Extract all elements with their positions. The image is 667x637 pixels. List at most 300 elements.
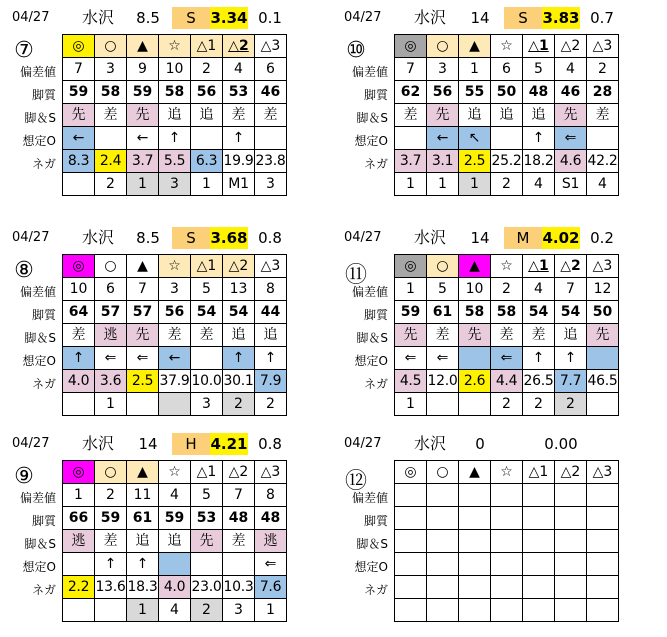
arrow-row bbox=[63, 347, 287, 370]
mark-cell: △2 bbox=[223, 35, 255, 58]
race-date: 04/27 bbox=[12, 230, 50, 245]
race-header bbox=[10, 430, 330, 456]
nega-cell: 3 bbox=[191, 393, 223, 416]
arrow-cell bbox=[191, 553, 223, 576]
horse-number: 7 bbox=[127, 278, 159, 301]
horse-number: 8 bbox=[255, 484, 287, 507]
mark-cell: △1 bbox=[523, 255, 555, 278]
mark-cell: ◎ bbox=[395, 255, 427, 278]
row-labels bbox=[342, 487, 390, 602]
nega-cell: 1 bbox=[127, 599, 159, 622]
arrow-row bbox=[395, 347, 619, 370]
horse-number: 4 bbox=[555, 58, 587, 81]
style-cell: 差 bbox=[427, 324, 459, 347]
nega-cell: 2 bbox=[223, 393, 255, 416]
horse-number: 2 bbox=[587, 58, 619, 81]
race-grade: S bbox=[172, 7, 210, 29]
horse-number bbox=[427, 484, 459, 507]
odds-cell: 3.7 bbox=[395, 150, 427, 173]
label-odds: 想定O bbox=[354, 560, 388, 574]
deviation-cell: 61 bbox=[127, 507, 159, 530]
deviation-cell: 57 bbox=[127, 301, 159, 324]
style-cell: 差 bbox=[587, 104, 619, 127]
arrow-cell: ⇐ bbox=[491, 347, 523, 370]
race-panel-10 bbox=[342, 4, 662, 204]
numbers-row bbox=[395, 278, 619, 301]
arrow-cell: ← bbox=[427, 127, 459, 150]
horse-number: 7 bbox=[63, 58, 95, 81]
arrow-cell bbox=[63, 553, 95, 576]
horse-number: 2 bbox=[191, 58, 223, 81]
race-grid bbox=[62, 460, 287, 622]
deviation-cell: 48 bbox=[255, 507, 287, 530]
label-odds: 想定O bbox=[354, 354, 388, 368]
race-number: ⑦ bbox=[14, 38, 34, 63]
arrow-cell bbox=[223, 553, 255, 576]
arrow-cell bbox=[159, 553, 191, 576]
mark-cell: ☆ bbox=[491, 255, 523, 278]
horse-number: 11 bbox=[127, 484, 159, 507]
odds-cell: 3.6 bbox=[95, 370, 127, 393]
arrow-row bbox=[63, 127, 287, 150]
deviation-cell bbox=[459, 507, 491, 530]
arrow-row bbox=[395, 553, 619, 576]
style-cell: 差 bbox=[63, 324, 95, 347]
race-panel-7 bbox=[10, 4, 330, 204]
label-odds: 想定O bbox=[354, 134, 388, 148]
odds-cell bbox=[395, 576, 427, 599]
horse-number: 10 bbox=[63, 278, 95, 301]
style-cell: 追 bbox=[491, 104, 523, 127]
nega-cell: S1 bbox=[555, 173, 587, 196]
arrow-cell: ↑ bbox=[95, 553, 127, 576]
deviation-cell: 59 bbox=[95, 507, 127, 530]
nega-cell bbox=[395, 599, 427, 622]
nega-cell: 2 bbox=[191, 599, 223, 622]
label-odds: 想定O bbox=[22, 354, 56, 368]
deviation-cell bbox=[427, 507, 459, 530]
numbers-row bbox=[395, 58, 619, 81]
nega-cell bbox=[63, 173, 95, 196]
odds-cell bbox=[555, 576, 587, 599]
label-style: 脚質 bbox=[31, 514, 56, 528]
nega-cell bbox=[555, 599, 587, 622]
odds-row bbox=[395, 576, 619, 599]
mark-cell: ○ bbox=[95, 255, 127, 278]
deviation-cell bbox=[395, 507, 427, 530]
horse-number: 13 bbox=[223, 278, 255, 301]
odds-cell: 23.8 bbox=[255, 150, 287, 173]
odds-row bbox=[395, 150, 619, 173]
mark-cell: △3 bbox=[587, 35, 619, 58]
race-grid bbox=[394, 254, 619, 416]
race-grade: H bbox=[172, 433, 210, 455]
arrow-cell bbox=[523, 553, 555, 576]
deviation-row bbox=[63, 81, 287, 104]
odds-cell: 2.4 bbox=[95, 150, 127, 173]
style-row bbox=[395, 530, 619, 553]
horse-number: 4 bbox=[523, 278, 555, 301]
race-date: 04/27 bbox=[344, 10, 382, 25]
arrow-cell: ← bbox=[63, 127, 95, 150]
arrow-cell bbox=[491, 553, 523, 576]
deviation-cell: 59 bbox=[127, 81, 159, 104]
style-cell: 追 bbox=[255, 324, 287, 347]
deviation-cell bbox=[587, 507, 619, 530]
odds-cell: 25.2 bbox=[491, 150, 523, 173]
deviation-row bbox=[395, 81, 619, 104]
race-grid bbox=[62, 34, 287, 196]
odds-cell: 2.5 bbox=[459, 150, 491, 173]
mark-cell: ○ bbox=[95, 461, 127, 484]
arrow-cell: ↑ bbox=[159, 127, 191, 150]
mark-cell: ▲ bbox=[127, 255, 159, 278]
race-panel-9 bbox=[10, 430, 330, 630]
mark-cell: △2 bbox=[555, 461, 587, 484]
style-cell: 差 bbox=[491, 324, 523, 347]
style-row bbox=[63, 104, 287, 127]
deviation-cell: 59 bbox=[63, 81, 95, 104]
label-leg-speed: 脚＆S bbox=[356, 537, 388, 551]
deviation-cell bbox=[523, 507, 555, 530]
race-venue: 水沢 bbox=[81, 228, 114, 247]
race-number: ⑪ bbox=[344, 263, 367, 288]
odds-cell: 3.1 bbox=[427, 150, 459, 173]
arrow-cell bbox=[191, 127, 223, 150]
mark-cell: △1 bbox=[523, 461, 555, 484]
odds-cell: 26.5 bbox=[523, 370, 555, 393]
odds-cell: 13.6 bbox=[95, 576, 127, 599]
nega-cell: 4 bbox=[159, 599, 191, 622]
horse-number: 6 bbox=[491, 58, 523, 81]
mark-cell: △1 bbox=[191, 461, 223, 484]
deviation-row bbox=[63, 507, 287, 530]
odds-cell: 3.7 bbox=[127, 150, 159, 173]
race-venue: 水沢 bbox=[413, 434, 446, 453]
mark-cell: ◎ bbox=[395, 461, 427, 484]
deviation-cell: 50 bbox=[491, 81, 523, 104]
arrow-cell: ⇐ bbox=[127, 347, 159, 370]
nega-cell: 1 bbox=[459, 173, 491, 196]
odds-row bbox=[395, 370, 619, 393]
label-leg-speed: 脚＆S bbox=[356, 111, 388, 125]
arrow-cell: ↑ bbox=[555, 347, 587, 370]
arrow-cell bbox=[459, 553, 491, 576]
horse-number: 5 bbox=[523, 58, 555, 81]
style-cell: 先 bbox=[555, 104, 587, 127]
numbers-row bbox=[63, 278, 287, 301]
odds-cell bbox=[427, 576, 459, 599]
horse-number: 5 bbox=[191, 484, 223, 507]
label-nega: ネガ bbox=[363, 377, 388, 391]
style-row bbox=[63, 530, 287, 553]
odds-cell bbox=[459, 576, 491, 599]
odds-cell: 12.0 bbox=[427, 370, 459, 393]
deviation-cell: 54 bbox=[523, 301, 555, 324]
nega-cell: 4 bbox=[523, 173, 555, 196]
label-odds: 想定O bbox=[22, 560, 56, 574]
odds-cell: 7.9 bbox=[255, 370, 287, 393]
race-venue: 水沢 bbox=[81, 434, 114, 453]
race-index: 0.00 bbox=[544, 435, 578, 453]
style-cell bbox=[555, 530, 587, 553]
row-labels bbox=[10, 281, 58, 396]
deviation-cell: 54 bbox=[191, 301, 223, 324]
nega-cell: 1 bbox=[127, 173, 159, 196]
style-cell: 追 bbox=[223, 324, 255, 347]
horse-number: 6 bbox=[255, 58, 287, 81]
odds-cell: 6.3 bbox=[191, 150, 223, 173]
style-cell: 先 bbox=[63, 104, 95, 127]
deviation-cell: 66 bbox=[63, 507, 95, 530]
label-deviation: 偏差値 bbox=[351, 491, 388, 505]
mark-cell: △1 bbox=[191, 35, 223, 58]
mark-cell: △3 bbox=[255, 35, 287, 58]
nega-row bbox=[63, 393, 287, 416]
label-nega: ネガ bbox=[363, 157, 388, 171]
horse-number: 5 bbox=[427, 278, 459, 301]
odds-cell: 5.5 bbox=[159, 150, 191, 173]
race-panel-12 bbox=[342, 430, 662, 630]
deviation-cell: 56 bbox=[191, 81, 223, 104]
horse-number bbox=[555, 484, 587, 507]
race-grid bbox=[394, 34, 619, 196]
nega-row bbox=[395, 393, 619, 416]
horse-number: 7 bbox=[223, 484, 255, 507]
arrow-cell: ↑ bbox=[523, 347, 555, 370]
horse-number bbox=[459, 484, 491, 507]
horse-number: 4 bbox=[223, 58, 255, 81]
style-cell: 差 bbox=[95, 104, 127, 127]
race-distance: 14 bbox=[470, 229, 490, 247]
style-cell: 追 bbox=[191, 104, 223, 127]
race-number: ⑫ bbox=[344, 469, 367, 494]
nega-cell: 4 bbox=[587, 173, 619, 196]
row-labels bbox=[10, 61, 58, 176]
arrow-cell bbox=[255, 127, 287, 150]
horse-number: 5 bbox=[191, 278, 223, 301]
horse-number: 8 bbox=[255, 278, 287, 301]
deviation-row bbox=[395, 507, 619, 530]
deviation-cell: 55 bbox=[459, 81, 491, 104]
arrow-cell: ⇐ bbox=[427, 347, 459, 370]
arrow-cell: ↑ bbox=[255, 347, 287, 370]
horse-number: 3 bbox=[427, 58, 459, 81]
nega-cell: 2 bbox=[523, 393, 555, 416]
race-extra: 0.8 bbox=[258, 229, 282, 247]
race-number: ⑨ bbox=[14, 464, 34, 489]
style-cell: 先 bbox=[127, 104, 159, 127]
race-index: 3.68 bbox=[210, 229, 248, 247]
deviation-cell: 58 bbox=[491, 301, 523, 324]
marks-row bbox=[63, 255, 287, 278]
nega-cell bbox=[491, 599, 523, 622]
nega-cell: 3 bbox=[159, 173, 191, 196]
style-cell: 追 bbox=[127, 530, 159, 553]
odds-cell: 4.0 bbox=[159, 576, 191, 599]
deviation-cell: 54 bbox=[223, 301, 255, 324]
nega-cell bbox=[63, 393, 95, 416]
arrow-cell bbox=[191, 347, 223, 370]
odds-cell: 2.2 bbox=[63, 576, 95, 599]
nega-cell: 2 bbox=[555, 393, 587, 416]
race-header bbox=[10, 4, 330, 30]
nega-cell bbox=[587, 393, 619, 416]
odds-cell: 2.6 bbox=[459, 370, 491, 393]
horse-number: 1 bbox=[395, 278, 427, 301]
race-date: 04/27 bbox=[12, 10, 50, 25]
odds-cell: 18.3 bbox=[127, 576, 159, 599]
nega-cell: 3 bbox=[255, 173, 287, 196]
arrow-cell bbox=[587, 347, 619, 370]
race-panel-8 bbox=[10, 224, 330, 424]
race-distance: 14 bbox=[470, 9, 490, 27]
odds-cell: 10.3 bbox=[223, 576, 255, 599]
label-style: 脚質 bbox=[363, 88, 388, 102]
race-distance: 0 bbox=[475, 435, 485, 453]
row-labels bbox=[10, 487, 58, 602]
race-distance: 8.5 bbox=[136, 9, 160, 27]
style-cell bbox=[523, 530, 555, 553]
nega-cell: 3 bbox=[223, 599, 255, 622]
arrow-cell bbox=[95, 127, 127, 150]
arrow-cell: ⇐ bbox=[255, 553, 287, 576]
race-grid bbox=[394, 460, 619, 622]
arrow-cell bbox=[587, 553, 619, 576]
horse-number: 2 bbox=[95, 484, 127, 507]
deviation-cell: 59 bbox=[159, 507, 191, 530]
style-row bbox=[63, 324, 287, 347]
odds-cell: 18.2 bbox=[523, 150, 555, 173]
deviation-cell: 50 bbox=[587, 301, 619, 324]
deviation-cell: 46 bbox=[555, 81, 587, 104]
style-cell: 先 bbox=[427, 104, 459, 127]
mark-cell: △3 bbox=[587, 255, 619, 278]
arrow-cell bbox=[491, 127, 523, 150]
deviation-row bbox=[395, 301, 619, 324]
style-cell: 追 bbox=[159, 530, 191, 553]
nega-cell bbox=[63, 599, 95, 622]
nega-cell: 1 bbox=[427, 173, 459, 196]
label-deviation: 偏差値 bbox=[19, 65, 56, 79]
arrow-cell bbox=[395, 127, 427, 150]
deviation-cell: 56 bbox=[159, 301, 191, 324]
deviation-cell: 57 bbox=[95, 301, 127, 324]
nega-cell: M1 bbox=[223, 173, 255, 196]
nega-cell bbox=[427, 599, 459, 622]
mark-cell: ☆ bbox=[159, 35, 191, 58]
horse-number: 3 bbox=[95, 58, 127, 81]
style-cell: 逃 bbox=[255, 530, 287, 553]
label-odds: 想定O bbox=[22, 134, 56, 148]
style-cell: 追 bbox=[159, 104, 191, 127]
mark-cell: ◎ bbox=[63, 255, 95, 278]
deviation-cell: 62 bbox=[395, 81, 427, 104]
arrow-row bbox=[395, 127, 619, 150]
nega-cell bbox=[95, 599, 127, 622]
race-grade: M bbox=[504, 227, 542, 249]
nega-cell bbox=[427, 393, 459, 416]
mark-cell: ○ bbox=[427, 255, 459, 278]
deviation-cell: 54 bbox=[555, 301, 587, 324]
deviation-cell: 58 bbox=[159, 81, 191, 104]
deviation-cell: 48 bbox=[523, 81, 555, 104]
label-style: 脚質 bbox=[31, 308, 56, 322]
arrow-cell bbox=[587, 127, 619, 150]
race-index: 4.02 bbox=[542, 229, 580, 247]
odds-cell: 8.3 bbox=[63, 150, 95, 173]
odds-row bbox=[63, 150, 287, 173]
mark-cell: △2 bbox=[555, 35, 587, 58]
race-date: 04/27 bbox=[344, 230, 382, 245]
nega-cell: 2 bbox=[491, 393, 523, 416]
style-cell: 差 bbox=[523, 324, 555, 347]
style-cell: 差 bbox=[95, 530, 127, 553]
style-cell: 先 bbox=[459, 324, 491, 347]
race-header bbox=[342, 430, 662, 456]
horse-number: 12 bbox=[587, 278, 619, 301]
nega-cell bbox=[587, 599, 619, 622]
mark-cell: △1 bbox=[191, 255, 223, 278]
arrow-cell bbox=[395, 553, 427, 576]
mark-cell: ▲ bbox=[459, 35, 491, 58]
deviation-cell: 53 bbox=[191, 507, 223, 530]
deviation-cell: 48 bbox=[223, 507, 255, 530]
nega-row bbox=[395, 599, 619, 622]
horse-number bbox=[395, 484, 427, 507]
odds-cell: 7.6 bbox=[255, 576, 287, 599]
arrow-cell bbox=[555, 553, 587, 576]
style-cell: 差 bbox=[159, 324, 191, 347]
horse-number: 10 bbox=[459, 278, 491, 301]
nega-cell bbox=[159, 393, 191, 416]
race-distance: 8.5 bbox=[136, 229, 160, 247]
deviation-cell bbox=[555, 507, 587, 530]
horse-number: 9 bbox=[127, 58, 159, 81]
deviation-cell: 58 bbox=[459, 301, 491, 324]
arrow-cell bbox=[459, 347, 491, 370]
nega-cell: 1 bbox=[191, 173, 223, 196]
nega-cell: 1 bbox=[395, 393, 427, 416]
mark-cell: ▲ bbox=[127, 35, 159, 58]
arrow-cell: ⇐ bbox=[395, 347, 427, 370]
style-cell: 先 bbox=[191, 530, 223, 553]
odds-cell: 10.0 bbox=[191, 370, 223, 393]
odds-cell: 46.5 bbox=[587, 370, 619, 393]
style-cell bbox=[459, 530, 491, 553]
race-index: 3.34 bbox=[210, 9, 248, 27]
label-style: 脚質 bbox=[363, 308, 388, 322]
style-row bbox=[395, 324, 619, 347]
numbers-row bbox=[63, 58, 287, 81]
marks-row bbox=[63, 35, 287, 58]
arrow-cell bbox=[427, 553, 459, 576]
odds-cell: 4.4 bbox=[491, 370, 523, 393]
mark-cell: △2 bbox=[555, 255, 587, 278]
race-header bbox=[342, 4, 662, 30]
odds-cell: 23.0 bbox=[191, 576, 223, 599]
nega-cell: 1 bbox=[395, 173, 427, 196]
mark-cell: ☆ bbox=[159, 461, 191, 484]
horse-number: 6 bbox=[95, 278, 127, 301]
race-index: 3.83 bbox=[542, 9, 580, 27]
style-cell: 差 bbox=[223, 104, 255, 127]
label-nega: ネガ bbox=[31, 377, 56, 391]
row-labels bbox=[342, 61, 390, 176]
deviation-cell: 53 bbox=[223, 81, 255, 104]
nega-cell: 1 bbox=[95, 393, 127, 416]
mark-cell: ◎ bbox=[63, 35, 95, 58]
